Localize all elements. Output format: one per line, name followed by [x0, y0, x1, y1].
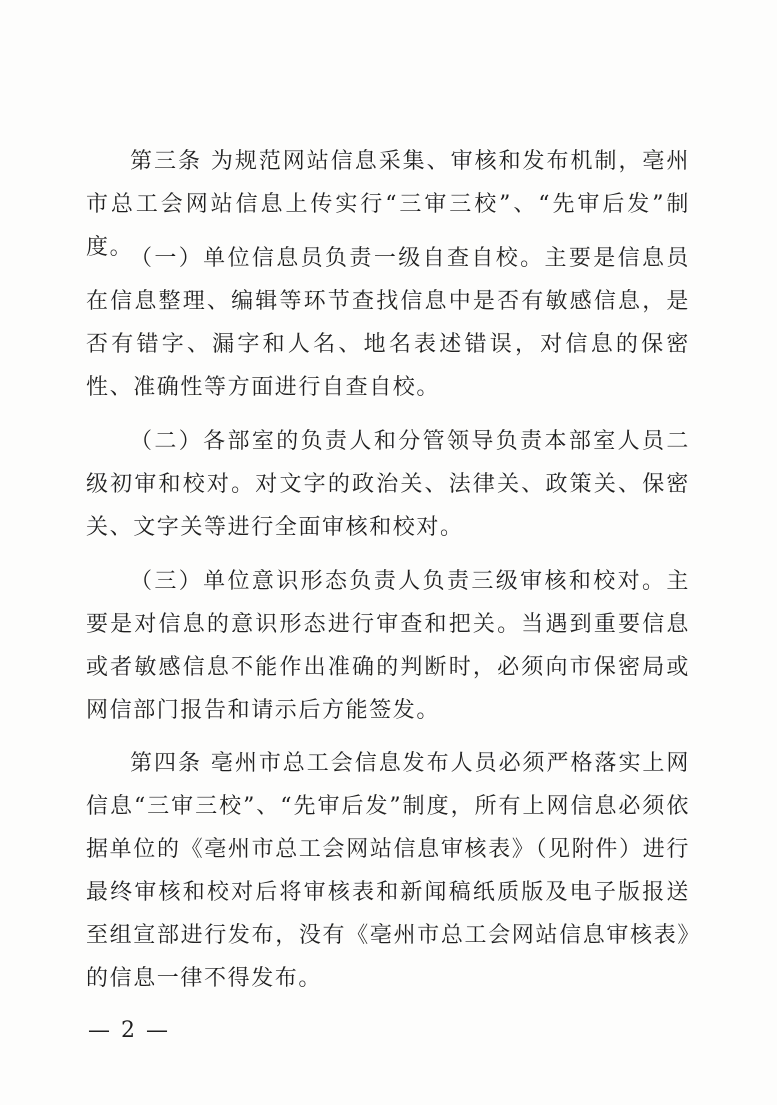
page-number: — 2 —	[88, 1018, 170, 1043]
level-1-review-paragraph: （一）单位信息员负责一级自查自校。主要是信息员在信息整理、编辑等环节查找信息中是否有敏感信息，是否有错字、漏字和人名、地名表述错误，对信息的保密性、准确性等方面进行自查自校。	[86, 246, 690, 400]
article-4-paragraph: 第四条 亳州市总工会信息发布人员必须严格落实上网信息“三审三校”、“先审后发”制度，所有上网信息必须依据单位的《亳州市总工会网站信息审核表》（见附件）进行最终审核和校对后将审核表和新闻稿纸质版及电子版报送至组宣部进行发布，没有《亳州市总工会网站信息审核表》的信息一律不得发布。	[86, 751, 690, 991]
article-3-paragraph: 第三条 为规范网站信息采集、审核和发布机制，亳州市总工会网站信息上传实行“三审三校”、“先审后发”制度。	[86, 149, 690, 260]
level-2-review-paragraph: （二）各部室的负责人和分管领导负责本部室人员二级初审和校对。对文字的政治关、法律关、政策关、保密关、文字关等进行全面审核和校对。	[86, 429, 690, 540]
level-3-review-paragraph: （三）单位意识形态负责人负责三级审核和校对。主要是对信息的意识形态进行审查和把关。当遇到重要信息或者敏感信息不能作出准确的判断时，必须向市保密局或网信部门报告和请示后方能签发。	[86, 569, 690, 723]
